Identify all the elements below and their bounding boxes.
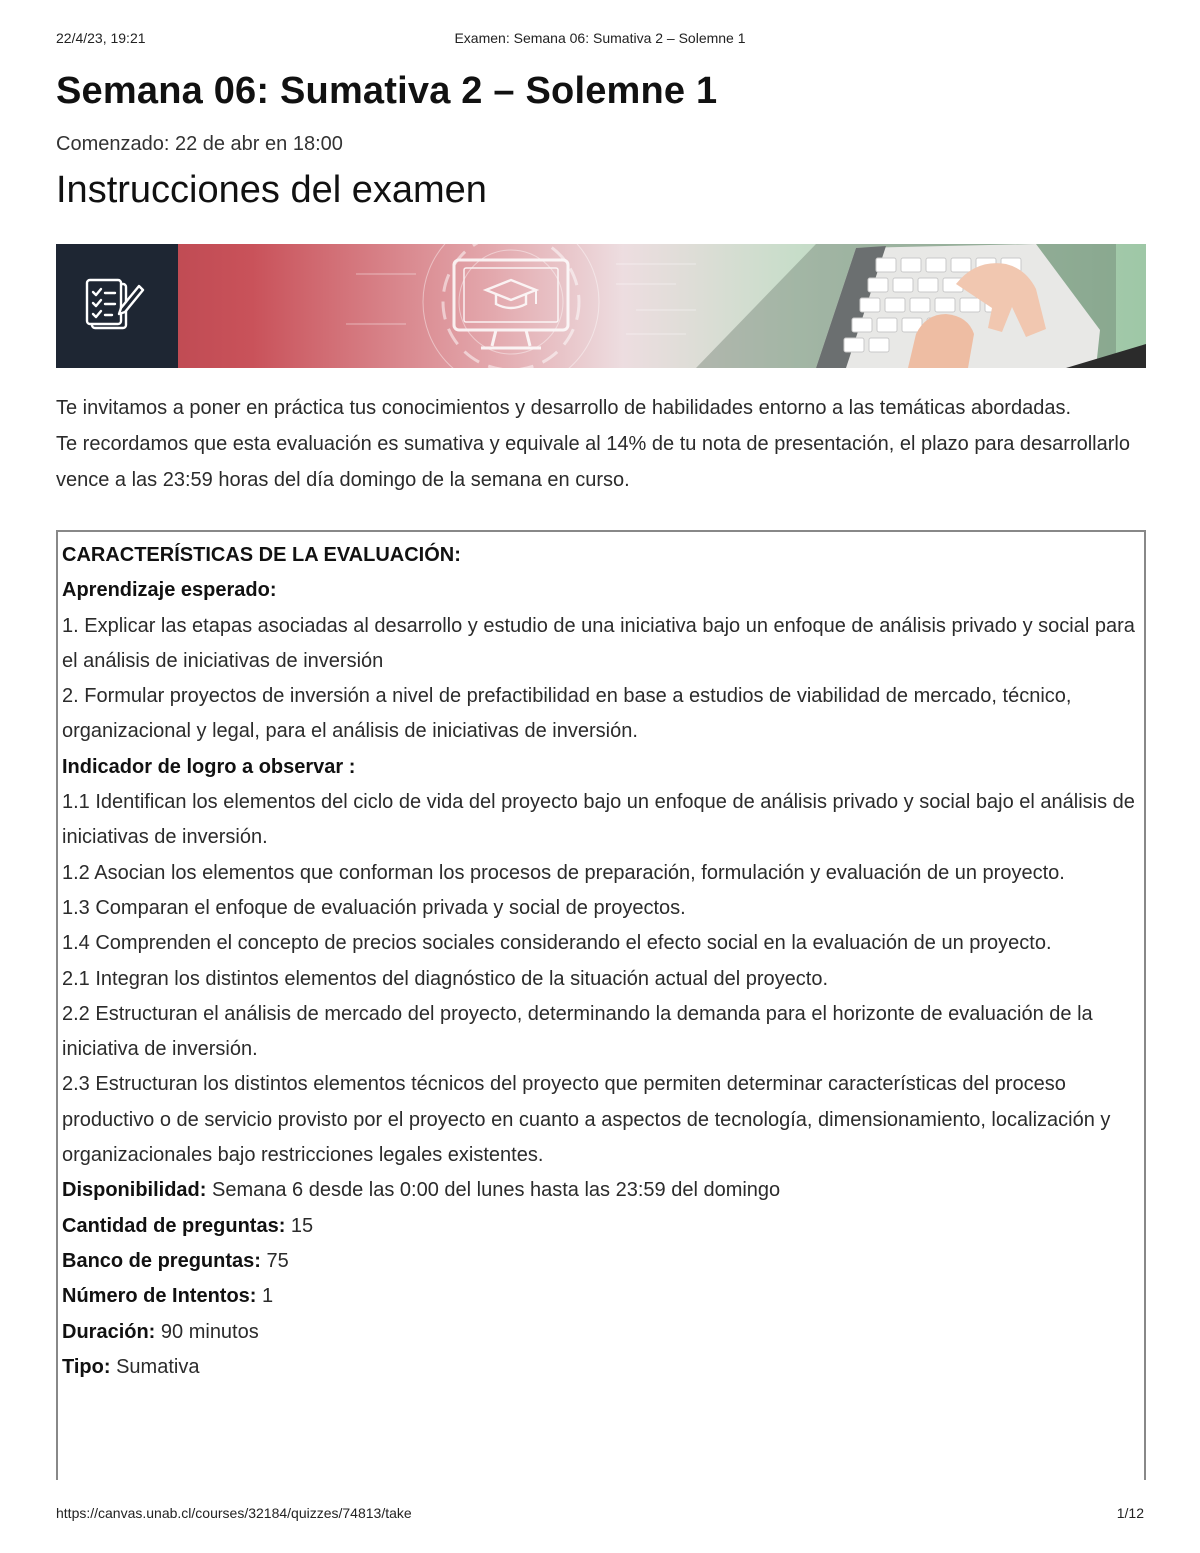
indicator-item: 1.2 Asocian los elementos que conforman los procesos de preparación, formulación y evaluación de un proyecto. xyxy=(62,861,1065,884)
indicator-item: 1.1 Identifican los elementos del ciclo de vida del proyecto bajo un enfoque de análisis privado y social bajo el análisis de iniciativas de inversión. xyxy=(62,791,1135,849)
detail-label: Duración: xyxy=(62,1320,156,1343)
detail-value: 75 xyxy=(266,1249,289,1272)
detail-label: Número de Intentos: xyxy=(62,1285,257,1308)
detail-value: 90 minutos xyxy=(160,1320,259,1343)
indicator-item: 2.3 Estructuran los distintos elementos técnicos del proyecto que permiten determinar características del proceso productivo o de servicio provisto por el proyecto en cuanto a aspectos de tecnología, dimensionamiento, localización y organizacionales bajo restricciones legales existentes. xyxy=(62,1073,1111,1167)
detail-value: 15 xyxy=(290,1214,314,1237)
indicator-label: Indicador de logro a observar : xyxy=(62,755,356,778)
detail-value: Semana 6 desde las 0:00 del lunes hasta las 23:59 del domingo xyxy=(212,1179,781,1202)
intro-text xyxy=(56,390,1146,498)
intro-paragraph: Te invitamos a poner en práctica tus conocimientos y desarrollo de habilidades entorno a las temáticas abordadas. xyxy=(56,397,1072,419)
detail-label: Tipo: xyxy=(62,1355,111,1378)
detail-value: 1 xyxy=(262,1285,274,1308)
page-number: 1/12 xyxy=(1116,1505,1144,1521)
print-footer xyxy=(56,1505,1144,1525)
detail-row xyxy=(62,1279,1138,1314)
detail-label: Banco de preguntas: xyxy=(62,1249,261,1272)
monitor-graduation-cap-icon xyxy=(423,244,599,368)
banner-graphics xyxy=(56,244,1146,368)
detail-label: Disponibilidad: xyxy=(62,1179,207,1202)
indicator-item: 2.1 Integran los distintos elementos del diagnóstico de la situación actual del proyecto. xyxy=(62,967,829,990)
instructions-heading: Instrucciones del examen xyxy=(56,169,487,211)
print-header xyxy=(56,30,1144,50)
learning-label: Aprendizaje esperado: xyxy=(62,579,277,602)
laptop-hands-image xyxy=(696,244,1146,368)
indicator-item: 1.3 Comparan el enfoque de evaluación privada y social de proyectos. xyxy=(62,896,686,919)
detail-row xyxy=(62,1173,1138,1208)
learning-item: 2. Formular proyectos de inversión a nivel de prefactibilidad en base a estudios de viabilidad de mercado, técnico, organizacional y legal, para el análisis de iniciativas de inversión. xyxy=(62,685,1072,743)
detail-row xyxy=(62,1350,1138,1385)
print-doc-title: Examen: Semana 06: Sumativa 2 – Solemne 1 xyxy=(454,30,746,46)
indicator-item: 2.2 Estructuran el análisis de mercado del proyecto, determinando la demanda para el horizonte de evaluación de la iniciativa de inversión. xyxy=(62,1002,1093,1061)
detail-row xyxy=(62,1315,1138,1350)
checklist-pencil-icon xyxy=(87,280,143,328)
detail-row xyxy=(62,1209,1138,1244)
indicator-item: 1.4 Comprenden el concepto de precios sociales considerando el efecto social en la evaluación de un proyecto. xyxy=(62,932,1052,955)
detail-label: Cantidad de preguntas: xyxy=(62,1214,286,1237)
learning-item: 1. Explicar las etapas asociadas al desarrollo y estudio de una iniciativa bajo un enfoque de análisis privado y social para el análisis de iniciativas de inversión xyxy=(62,614,1135,672)
main-content xyxy=(56,62,1146,1480)
evaluation-heading: CARACTERÍSTICAS DE LA EVALUACIÓN: xyxy=(62,544,461,566)
started-timestamp: Comenzado: 22 de abr en 18:00 xyxy=(56,133,343,155)
instructions-banner xyxy=(56,244,1146,368)
print-date: 22/4/23, 19:21 xyxy=(56,30,146,46)
evaluation-characteristics-box xyxy=(56,530,1146,1480)
page-title: Semana 06: Sumativa 2 – Solemne 1 xyxy=(56,70,718,112)
page-url: https://canvas.unab.cl/courses/32184/quizzes/74813/take xyxy=(56,1505,412,1521)
detail-value: Sumativa xyxy=(116,1355,200,1378)
intro-paragraph: Te recordamos que esta evaluación es sumativa y equivale al 14% de tu nota de presentación, el plazo para desarrollarlo vence a las 23:59 horas del día domingo de la semana en curso. xyxy=(56,433,1130,491)
detail-row xyxy=(62,1244,1138,1279)
